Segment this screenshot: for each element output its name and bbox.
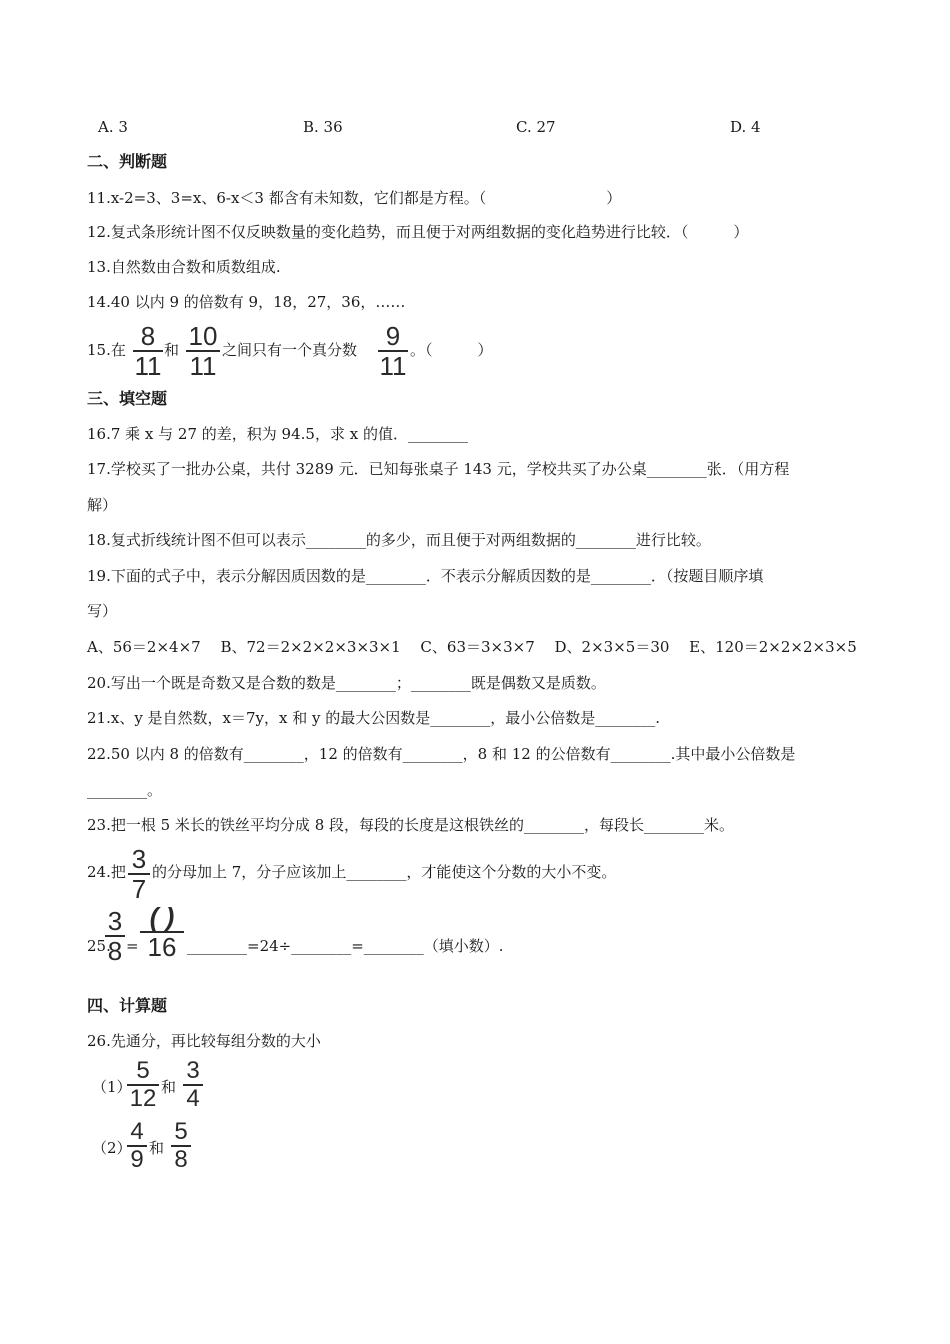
question-13: 13.自然数由合数和质数组成. <box>87 258 281 276</box>
part-1-and: 和 <box>161 1078 177 1096</box>
question-11: 11.x-2=3、3=x、6-x＜3 都含有未知数，它们都是方程。（ ） <box>87 189 622 207</box>
fraction-10-11 <box>186 323 220 379</box>
question-22-line-2: ________。 <box>87 781 163 799</box>
question-15-middle: 之间只有一个真分数 <box>222 341 358 359</box>
question-24-suffix: 的分母加上 7，分子应该加上________，才能使这个分数的大小不变。 <box>152 863 617 881</box>
denominator: 9 <box>130 1146 144 1173</box>
numerator: 4 <box>130 1118 144 1145</box>
numerator: 9 <box>385 321 401 351</box>
question-19-line-2: 写） <box>87 602 118 620</box>
option-c: C. 27 <box>516 118 556 136</box>
question-19-line-1: 19.下面的式子中，表示分解因质因数的是________．不表示分解质因数的是________．（按题目顺序填 <box>87 567 764 585</box>
denominator: 11 <box>134 351 162 381</box>
question-15-prefix: 15.在 <box>87 341 126 359</box>
section-2-title: 二、判断题 <box>87 152 168 171</box>
option-d: D. 4 <box>730 118 761 136</box>
numerator: 3 <box>131 844 147 874</box>
question-24-prefix: 24.把 <box>87 863 126 881</box>
part-2-and: 和 <box>149 1139 165 1157</box>
question-12: 12.复式条形统计图不仅反映数量的变化趋势，而且便于对两组数据的变化趋势进行比较．（ ） <box>87 223 749 241</box>
fraction-8-11 <box>133 323 163 379</box>
question-22-line-1: 22.50 以内 8 的倍数有________，12 的倍数有________，8 和 12 的公倍数有________.其中最小公倍数是 <box>87 745 796 763</box>
denominator: 12 <box>129 1085 157 1112</box>
section-4-title: 四、计算题 <box>87 996 168 1015</box>
denominator: 16 <box>147 932 177 962</box>
question-23: 23.把一根 5 米长的铁丝平均分成 8 段，每段的长度是这根铁丝的________，每段长________米。 <box>87 816 735 834</box>
denominator: 11 <box>189 351 217 381</box>
option-b: B. 36 <box>303 118 343 136</box>
denominator: 8 <box>107 936 123 966</box>
denominator: 7 <box>131 874 147 904</box>
numerator: 5 <box>174 1118 188 1145</box>
fraction-9-11 <box>378 323 408 379</box>
fraction-5-12 <box>127 1059 159 1111</box>
numerator-blank: ( ) <box>149 902 175 932</box>
numerator: 3 <box>186 1057 200 1084</box>
fraction-5-8 <box>171 1120 191 1172</box>
numerator: 3 <box>107 906 123 936</box>
denominator: 8 <box>174 1146 188 1173</box>
question-20: 20.写出一个既是奇数又是合数的数是________；________既是偶数又是质数。 <box>87 674 606 692</box>
question-25-suffix: ________=24÷________=________（填小数）. <box>187 937 504 955</box>
question-15-and: 和 <box>164 341 180 359</box>
numerator: 10 <box>188 321 218 351</box>
fraction-3-4 <box>183 1059 203 1111</box>
part-2-label: （2） <box>92 1139 132 1157</box>
question-17-line-1: 17.学校买了一批办公桌，共付 3289 元．已知每张桌子 143 元，学校共买了办公桌________张．（用方程 <box>87 460 790 478</box>
question-26: 26.先通分，再比较每组分数的大小 <box>87 1032 321 1050</box>
question-18: 18.复式折线统计图不但可以表示________的多少，而且便于对两组数据的________进行比较。 <box>87 531 711 549</box>
fraction-3-8 <box>105 908 125 964</box>
question-25-equals: = <box>126 937 139 955</box>
fraction-blank-16 <box>140 904 184 960</box>
question-19-options: A、56＝2×4×7 B、72＝2×2×2×3×3×1 C、63＝3×3×7 D、2×3×5＝30 E、120＝2×2×2×3×5 <box>87 638 857 656</box>
fraction-4-9 <box>127 1120 147 1172</box>
option-a: A. 3 <box>98 118 128 136</box>
numerator: 5 <box>136 1057 150 1084</box>
question-14: 14.40 以内 9 的倍数有 9，18，27，36，…… <box>87 293 406 311</box>
section-3-title: 三、填空题 <box>87 389 168 408</box>
numerator: 8 <box>140 321 156 351</box>
question-16: 16.7 乘 x 与 27 的差，积为 94.5，求 x 的值．________ <box>87 425 468 443</box>
part-1-label: （1） <box>92 1078 132 1096</box>
denominator: 11 <box>379 351 407 381</box>
denominator: 4 <box>186 1085 200 1112</box>
question-15-suffix: 。（ ） <box>410 341 493 359</box>
fraction-3-7 <box>128 846 150 902</box>
question-25-prefix: 25. <box>87 937 111 955</box>
question-21: 21.x、y 是自然数，x＝7y，x 和 y 的最大公因数是________，最小公倍数是________. <box>87 709 661 727</box>
question-17-line-2: 解） <box>87 496 118 514</box>
